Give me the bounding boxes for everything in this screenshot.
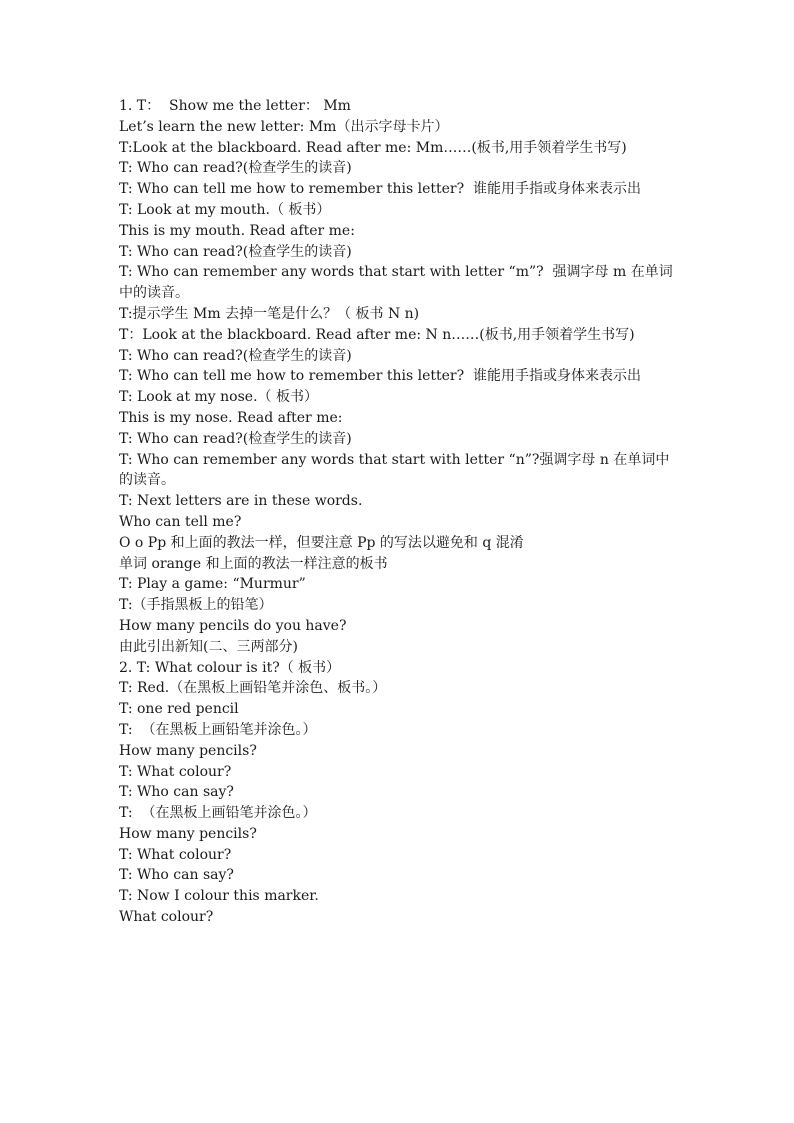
text-line: O o Pp 和上面的教法一样，但要注意 Pp 的写法以避免和 q 混淆 <box>119 534 524 551</box>
lesson-plan-text <box>119 96 679 928</box>
text-line: T: （在黑板上画铅笔并涂色。） <box>119 805 317 822</box>
text-line: T:提示学生 Mm 去掉一笔是什么？（ 板书 N n) <box>119 305 420 322</box>
text-line: T: Play a game: “Murmur” <box>119 576 306 593</box>
text-line: 1. T： Show me the letter： Mm <box>119 98 351 114</box>
text-line: Who can tell me? <box>119 513 242 530</box>
text-line: T: Who can read?(检查学生的读音) <box>119 243 352 260</box>
text-line: 2. T: What colour is it?（ 板书） <box>119 659 341 676</box>
text-line: This is my mouth. Read after me: <box>119 222 355 239</box>
text-line: T: Who can remember any words that start with letter “n”?强调字母 n 在单词中的读音。 <box>119 451 670 489</box>
text-line: T: Look at my mouth.（ 板书） <box>119 201 331 218</box>
text-line: T：Look at the blackboard. Read after me: N n……(板书,用手领着学生书写) <box>119 326 635 343</box>
text-line: T: Who can say? <box>119 784 234 801</box>
text-line: T: Who can say? <box>119 867 234 884</box>
text-line: How many pencils? <box>119 825 257 842</box>
text-line: T: Who can remember any words that start with letter “m”? 强调字母 m 在单词中的读音。 <box>119 264 673 302</box>
text-line: T: （在黑板上画铅笔并涂色。） <box>119 721 317 738</box>
text-line: T:（手指黑板上的铅笔） <box>119 597 273 614</box>
text-line: T: Who can read?(检查学生的读音) <box>119 430 352 447</box>
text-line: T: one red pencil <box>119 701 239 718</box>
text-line: How many pencils? <box>119 742 257 759</box>
text-line: 由此引出新知(二、三两部分) <box>119 638 298 655</box>
text-line: T: What colour? <box>119 846 232 863</box>
text-line: T: Who can tell me how to remember this letter? 谁能用手指或身体来表示出 <box>119 368 642 385</box>
text-line: This is my nose. Read after me: <box>119 409 343 426</box>
text-line: What colour? <box>119 909 214 926</box>
text-line: T: Next letters are in these words. <box>119 493 363 510</box>
text-line: T: Red.（在黑板上画铅笔并涂色、板书。） <box>119 680 387 697</box>
text-line: T: Who can read?(检查学生的读音) <box>119 160 352 177</box>
text-line: T: What colour? <box>119 763 232 780</box>
text-line: T: Look at my nose.（ 板书） <box>119 389 318 406</box>
text-line: T: Now I colour this marker. <box>119 888 319 905</box>
text-line: T: Who can tell me how to remember this letter? 谁能用手指或身体来表示出 <box>119 181 642 198</box>
text-line: T:Look at the blackboard. Read after me: Mm……(板书,用手领着学生书写) <box>119 139 627 156</box>
text-line: 单词 orange 和上面的教法一样注意的板书 <box>119 555 388 572</box>
text-line: Let’s learn the new letter: Mm（出示字母卡片） <box>119 118 449 135</box>
text-line: How many pencils do you have? <box>119 617 347 634</box>
text-line: T: Who can read?(检查学生的读音) <box>119 347 352 364</box>
